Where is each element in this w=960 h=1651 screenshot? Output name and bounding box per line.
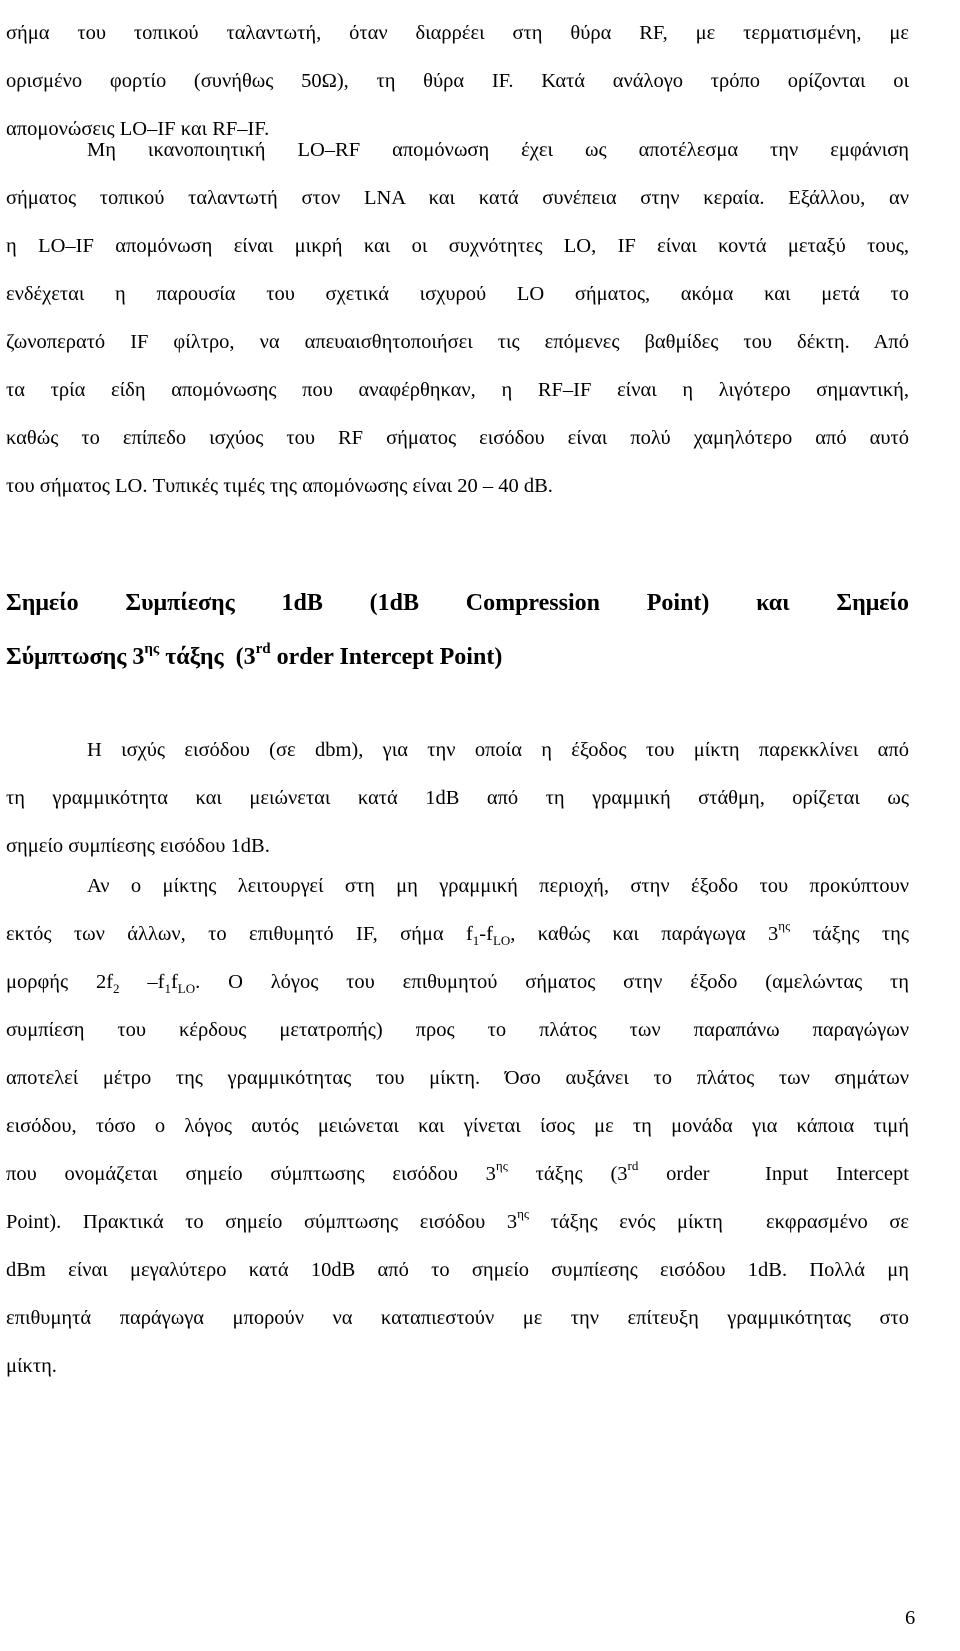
text-run: μορφής 2f (6, 971, 114, 993)
paragraph-lo-rf-isolation (6, 126, 909, 510)
text-run: . Ο λόγος του επιθυμητού σήματος στην έξοδο (αμελώντας τη (195, 971, 909, 993)
text-line: Αν ο μίκτης λειτουργεί στη μη γραμμική περιοχή, στην έξοδο του προκύπτουν (87, 875, 909, 897)
superscript: ης (144, 641, 160, 657)
text-run: που ονομάζεται σημείο σύμπτωσης εισόδου 3 (6, 1163, 496, 1185)
text-line: του σήματος LO. Τυπικές τιμές της απομόνωσης είναι 20 – 40 dB. (6, 475, 553, 497)
text-run: f (170, 971, 178, 993)
text-line: απομονώσεις LO–IF και RF–IF. (6, 118, 270, 140)
subscript: 1 (164, 981, 171, 996)
text-line: Μη ικανοποιητική LO–RF απομόνωση έχει ως αποτέλεσμα την εμφάνιση (87, 139, 909, 161)
text-line (6, 1198, 909, 1246)
text-run: τάξης της (790, 923, 909, 945)
text-line: η LO–IF απομόνωση είναι μικρή και οι συχνότητες LO, IF είναι κοντά μεταξύ τους, (6, 235, 909, 257)
section-heading (6, 576, 909, 684)
text-run: –f (119, 971, 165, 993)
text-line (6, 958, 909, 1006)
heading-text: τάξης (159, 644, 224, 670)
heading-text: order Intercept Point) (270, 644, 503, 670)
text-line: τη γραμμικότητα και μειώνεται κατά 1dB από τη γραμμική στάθμη, ορίζεται ως (6, 787, 909, 809)
text-run: , καθώς και παράγωγα 3 (510, 923, 779, 945)
text-line: dBm είναι μεγαλύτερο κατά 10dB από το σημείο συμπίεσης εισόδου 1dB. Πολλά μη (6, 1259, 909, 1281)
text-line: μίκτη. (6, 1355, 57, 1377)
text-line: τα τρία είδη απομόνωσης που αναφέρθηκαν, η RF–IF είναι η λιγότερο σημαντική, (6, 379, 909, 401)
text-line (6, 1150, 909, 1198)
page-number: 6 (905, 1607, 916, 1629)
superscript: ης (778, 918, 791, 933)
text-line: Η ισχύς εισόδου (σε dbm), για την οποία η έξοδος του μίκτη παρεκκλίνει από (87, 739, 909, 761)
text-line: ζωνοπερατό IF φίλτρο, να απευαισθητοποιήσει τις επόμενες βαθμίδες του δέκτη. Από (6, 331, 909, 353)
text-line: επιθυμητά παράγωγα μπορούν να καταπιεστούν με την επίτευξη γραμμικότητας στο (6, 1307, 909, 1329)
text-line: αποτελεί μέτρο της γραμμικότητας του μίκτη. Όσο αυξάνει το πλάτος των σημάτων (6, 1067, 909, 1089)
superscript: rd (255, 641, 271, 657)
superscript: ης (517, 1206, 530, 1221)
text-line: σήματος τοπικού ταλαντωτή στον LNA και κατά συνέπεια στην κεραία. Εξάλλου, αν (6, 187, 909, 209)
heading-text: (3 (223, 644, 256, 670)
text-line: σημείο συμπίεσης εισόδου 1dB. (6, 835, 270, 857)
paragraph-compression-point (6, 726, 909, 870)
text-line: ενδέχεται η παρουσία του σχετικά ισχυρού LO σήματος, ακόμα και μετά το (6, 283, 909, 305)
text-line: καθώς το επίπεδο ισχύος του RF σήματος εισόδου είναι πολύ χαμηλότερο από αυτό (6, 427, 909, 449)
text-run: -f (479, 923, 493, 945)
text-line: ορισμένο φορτίο (συνήθως 50Ω), τη θύρα IF. Κατά ανάλογο τρόπο ορίζονται οι (6, 70, 909, 92)
heading-line: Σημείο Συμπίεσης 1dB (1dB Compression Point) και Σημείο (6, 590, 909, 616)
subscript: 1 (472, 933, 480, 948)
text-line: εισόδου, τόσο ο λόγος αυτός μειώνεται και γίνεται ίσος με τη μονάδα για κάποια τιμή (6, 1115, 909, 1137)
subscript: LO (177, 981, 196, 996)
heading-line (6, 630, 909, 684)
paragraph-intercept-point (6, 862, 909, 1390)
text-run: εκτός των άλλων, το επιθυμητό IF, σήμα f (6, 923, 473, 945)
subscript: 2 (113, 981, 120, 996)
text-line: συμπίεση του κέρδους μετατροπής) προς το πλάτος των παραπάνω παραγώγων (6, 1019, 909, 1041)
superscript: ης (495, 1158, 508, 1173)
text-run: τάξης (3 (507, 1163, 628, 1185)
text-run: Point). Πρακτικά το σημείο σύμπτωσης εισόδου 3 (6, 1211, 518, 1233)
text-run: τάξης ενός μίκτη εκφρασμένο σε (529, 1211, 910, 1233)
text-run: order Input Intercept (638, 1163, 909, 1185)
text-line (6, 910, 909, 958)
text-line: σήμα του τοπικού ταλαντωτή, όταν διαρρέει στη θύρα RF, με τερματισμένη, με (6, 22, 909, 44)
heading-text: Σύμπτωσης 3 (6, 644, 145, 670)
superscript: rd (627, 1158, 639, 1173)
subscript: LO (492, 933, 511, 948)
